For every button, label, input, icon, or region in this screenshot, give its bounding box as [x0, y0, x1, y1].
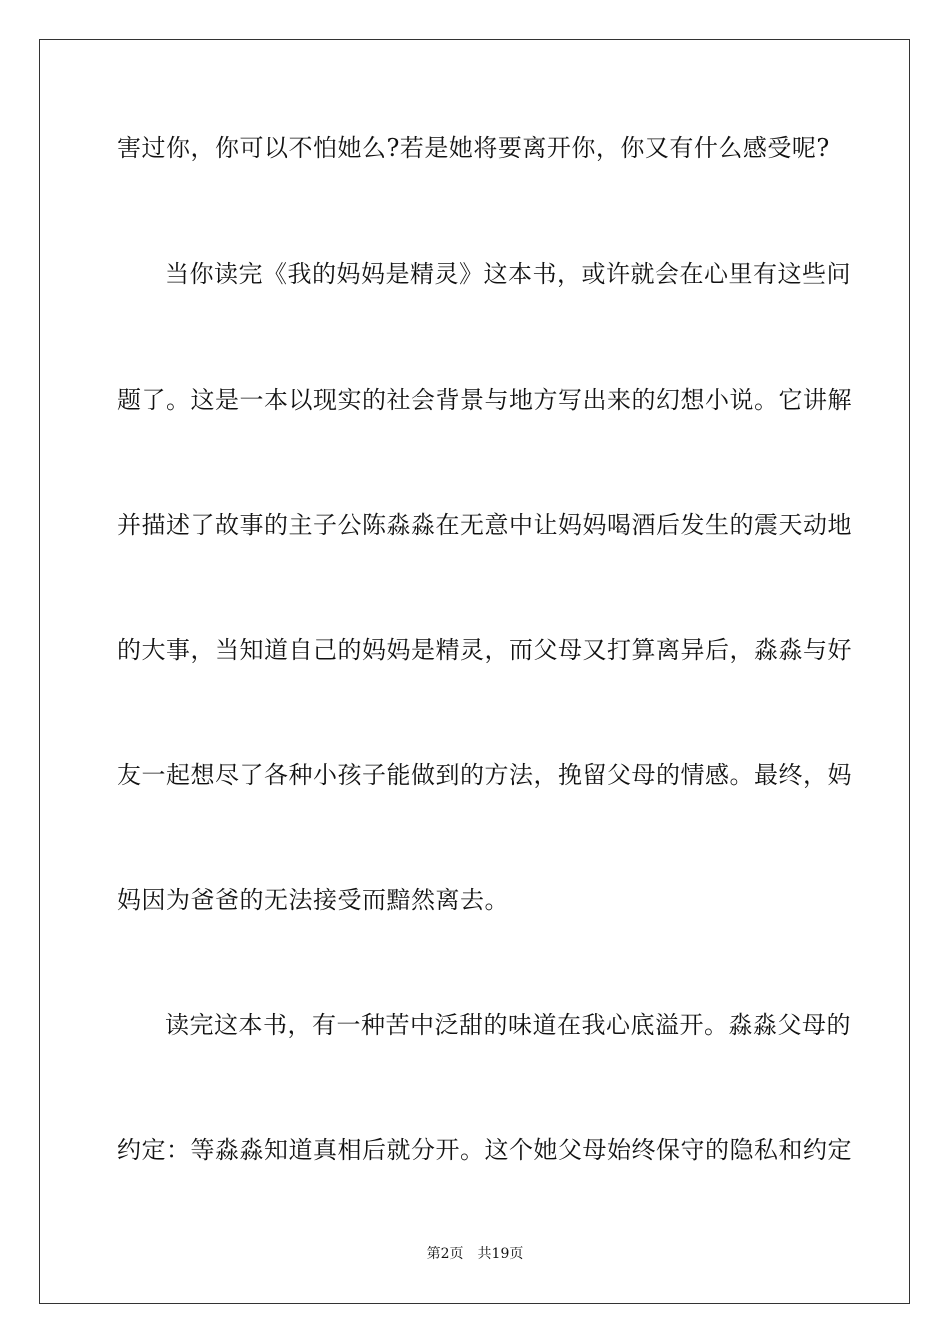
text-line-4: 并描述了故事的主子公陈淼淼在无意中让妈妈喝酒后发生的震天动地	[117, 511, 852, 539]
total-pages-label: 共19页	[477, 1246, 524, 1262]
page-frame	[39, 39, 910, 1304]
current-page-label: 第2页	[426, 1246, 464, 1262]
text-line-2: 当你读完《我的妈妈是精灵》这本书，或许就会在心里有这些问	[165, 260, 851, 288]
page-footer	[0, 1245, 950, 1263]
text-line-1: 害过你，你可以不怕她么?若是她将要离开你，你又有什么感受呢?	[117, 134, 830, 162]
text-line-8: 读完这本书，有一种苦中泛甜的味道在我心底溢开。淼淼父母的	[165, 1011, 851, 1039]
text-line-9: 约定：等淼淼知道真相后就分开。这个她父母始终保守的隐私和约定	[117, 1136, 852, 1164]
text-line-7: 妈因为爸爸的无法接受而黯然离去。	[117, 886, 509, 914]
text-line-6: 友一起想尽了各种小孩子能做到的方法，挽留父母的情感。最终，妈	[117, 761, 852, 789]
text-line-3: 题了。这是一本以现实的社会背景与地方写出来的幻想小说。它讲解	[117, 386, 852, 414]
text-line-5: 的大事，当知道自己的妈妈是精灵，而父母又打算离异后，淼淼与好	[117, 636, 852, 664]
